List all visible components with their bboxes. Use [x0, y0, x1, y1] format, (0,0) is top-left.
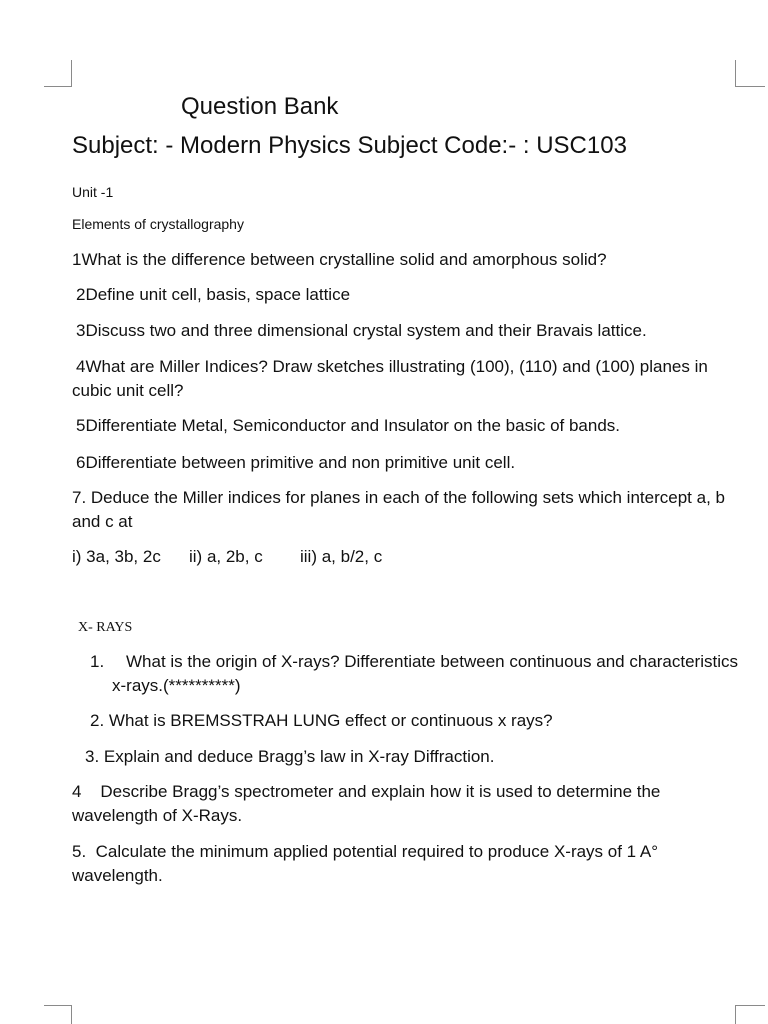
crop-mark-bottom-right-v [735, 1005, 736, 1024]
question-1: 1What is the difference between crystalline solid and amorphous solid? [72, 250, 607, 269]
xray-question-1-number: 1. [90, 652, 105, 671]
xray-question-3: 3. Explain and deduce Bragg’s law in X-ray Diffraction. [85, 747, 495, 766]
crop-mark-top-right-h [735, 86, 765, 87]
question-4-cont: cubic unit cell? [72, 381, 184, 400]
subject-line: Subject: - Modern Physics Subject Code:- : USC103 [72, 132, 627, 159]
crop-mark-bottom-left-v [71, 1005, 72, 1024]
crop-mark-bottom-right-h [735, 1005, 765, 1006]
crop-mark-top-left-h [44, 86, 72, 87]
option-1: i) 3a, 3b, 2c [72, 547, 161, 566]
unit-label: Unit -1 [72, 184, 114, 200]
crop-mark-top-left-v [71, 60, 72, 87]
question-4: 4What are Miller Indices? Draw sketches illustrating (100), (110) and (100) planes in [76, 357, 708, 376]
question-2: 2Define unit cell, basis, space lattice [76, 285, 351, 304]
xray-question-4-cont: wavelength of X-Rays. [72, 806, 243, 825]
option-2: ii) a, 2b, c [189, 547, 263, 566]
question-7: 7. Deduce the Miller indices for planes in each of the following sets which intercept a, b [72, 488, 725, 507]
xray-question-1-text: What is the origin of X-rays? Differentiate between continuous and characteristics [126, 652, 738, 671]
question-6: 6Differentiate between primitive and non primitive unit cell. [76, 453, 516, 472]
xray-question-5-cont: wavelength. [72, 866, 163, 885]
crop-mark-top-right-v [735, 60, 736, 87]
topic-label: Elements of crystallography [72, 216, 244, 232]
xray-question-4: 4 Describe Bragg’s spectrometer and explain how it is used to determine the [72, 782, 661, 801]
xray-question-1-cont: x-rays.(**********) [112, 676, 241, 695]
question-3: 3Discuss two and three dimensional crystal system and their Bravais lattice. [76, 321, 647, 340]
option-3: iii) a, b/2, c [300, 547, 383, 566]
crop-mark-bottom-left-h [44, 1005, 72, 1006]
page-title: Question Bank [181, 93, 339, 120]
question-7-cont: and c at [72, 512, 133, 531]
xrays-heading: X- RAYS [78, 620, 133, 635]
question-5: 5Differentiate Metal, Semiconductor and Insulator on the basic of bands. [76, 416, 621, 435]
xray-question-5: 5. Calculate the minimum applied potential required to produce X-rays of 1 A° [72, 842, 659, 861]
xray-question-1 [90, 651, 738, 673]
xray-question-2: 2. What is BREMSSTRAH LUNG effect or continuous x rays? [90, 711, 553, 730]
